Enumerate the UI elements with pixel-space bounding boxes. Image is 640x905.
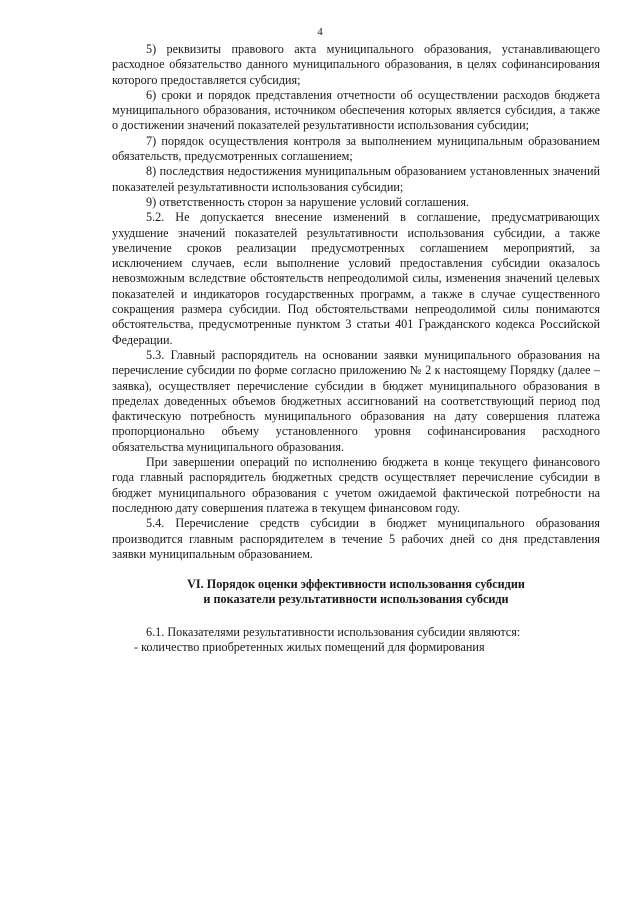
- page-number: 4: [317, 26, 323, 38]
- paragraph-item-8: 8) последствия недостижения муниципальным образованием установленных значений показателей результативности использования субсидии;: [112, 164, 600, 194]
- section-heading: [112, 577, 600, 608]
- paragraph-5-2: 5.2. Не допускается внесение изменений в соглашение, предусматривающих ухудшение значений показателей результативности использования субсидии, а также увеличение сроков реализации предусмотренных соглашением мероприятий, за исключением случаев, если выполнение условий предоставления субсидии оказалось невозможным вследствие обстоятельств непреодолимой силы, изменения значений целевых показателей и индикаторов государственных программ, а также в случае существенного сокращения размера субсидии. Под обстоятельствами непреодолимой силы понимаются обстоятельства, предусмотренные пунктом 3 статьи 401 Гражданского кодекса Российской Федерации.: [112, 210, 600, 347]
- paragraph-5-4: 5.4. Перечисление средств субсидии в бюджет муниципального образования производится главным распорядителем в течение 5 рабочих дней со дня представления заявки муниципальным образованием.: [112, 516, 600, 561]
- paragraph-item-9: 9) ответственность сторон за нарушение условий соглашения.: [146, 194, 469, 209]
- section-heading-line-1: VI. Порядок оценки эффективности использования субсидии: [187, 577, 525, 592]
- paragraph-5-3: 5.3. Главный распорядитель на основании заявки муниципального образования на перечисление субсидии по форме согласно приложению № 2 к настоящему Порядку (далее – заявка), осуществляет перечисление субсидии в бюджет муниципального образования в пределах доведенных объемов бюджетных ассигнований на соответствующий период под фактическую потребность муниципального образования на дату совершения платежа пропорционально объему установленного уровня софинансирования расходного обязательства муниципального образования.: [112, 347, 600, 454]
- paragraph-item-5: 5) реквизиты правового акта муниципального образования, устанавливающего расходное обязательство данного муниципального образования, в целях софинансирования которого предоставляется субсидия;: [112, 42, 600, 87]
- paragraph-item-7: 7) порядок осуществления контроля за выполнением муниципальным образованием обязательств, предусмотренных соглашением;: [112, 133, 600, 164]
- paragraph-6-1: 6.1. Показателями результативности использования субсидии являются:: [146, 624, 521, 639]
- paragraph-year-end: При завершении операций по исполнению бюджета в конце текущего финансового года главный распорядитель бюджетных средств осуществляет перечисление субсидии в бюджет муниципального образования с учетом ожидаемой фактической потребности на последнюю дату совершения платежа в текущем финансовом году.: [112, 455, 600, 515]
- paragraph-item-6: 6) сроки и порядок представления отчетности об осуществлении расходов бюджета муниципального образования, источником обеспечения которых является субсидия, а также о достижении значений показателей результативности использования субсидии;: [112, 87, 600, 133]
- bullet-item: - количество приобретенных жилых помещений для формирования: [134, 639, 485, 654]
- document-body: [112, 42, 600, 655]
- section-heading-line-2: и показатели результативности использования субсиди: [203, 592, 509, 607]
